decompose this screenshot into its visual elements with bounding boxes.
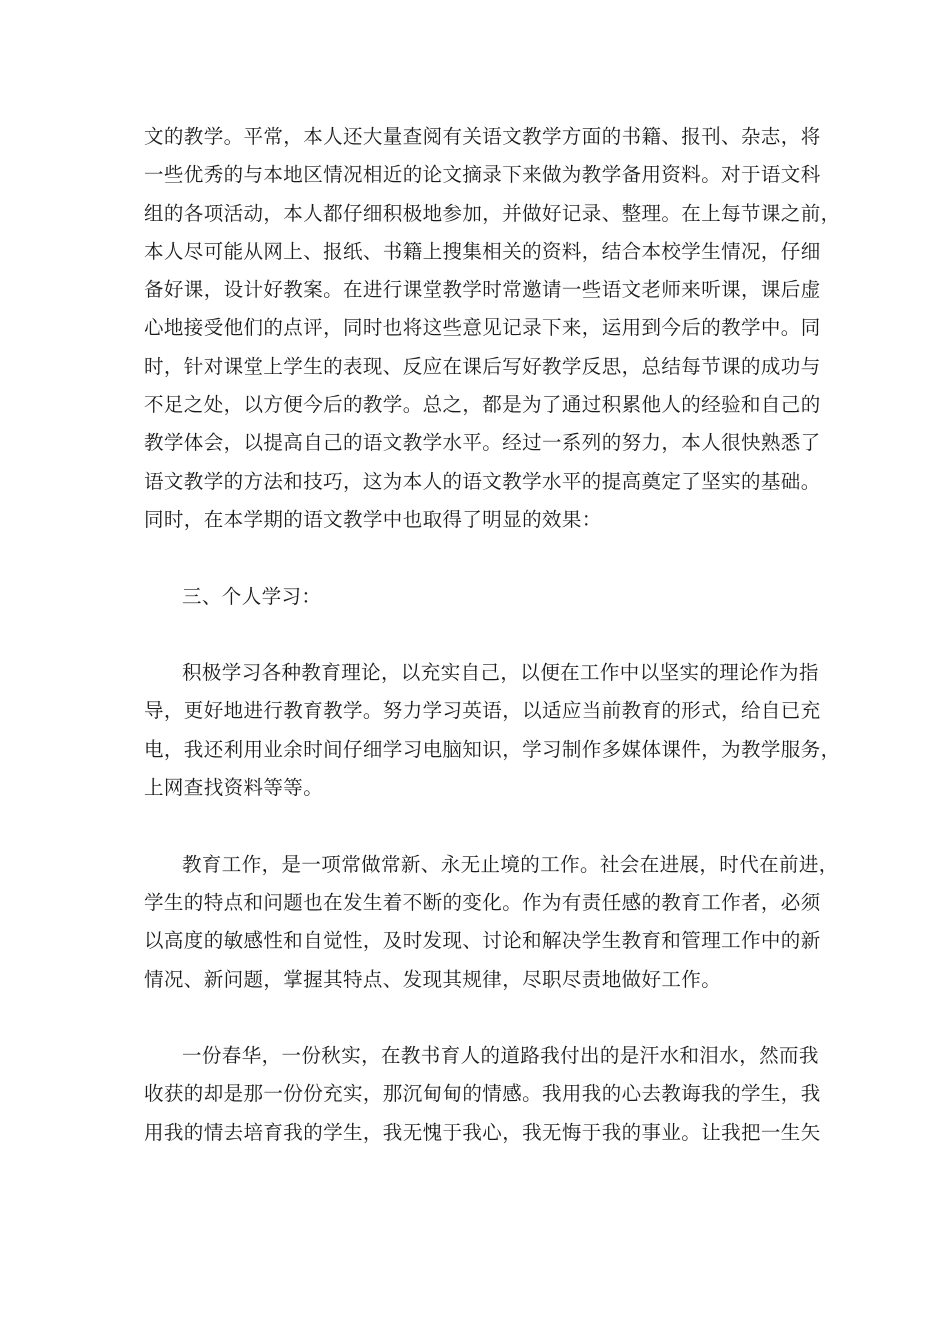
text-line: 一份春华，一份秋实，在教书育人的道路我付出的是汗水和泪水，然而我: [182, 1044, 819, 1068]
text-line: 不足之处，以方便今后的教学。总之，都是为了通过积累他人的经验和自己的: [144, 393, 821, 417]
paragraph-closing: [144, 1037, 821, 1152]
paragraph-spacer: [144, 616, 808, 654]
text-line: 时，针对课堂上学生的表现、反应在课后写好教学反思，总结每节课的成功与: [144, 354, 821, 378]
text-line: 备好课，设计好教案。在进行课堂教学时常邀请一些语文老师来听课，课后虚: [144, 278, 821, 302]
heading-text: 三、个人学习：: [182, 584, 322, 608]
text-line: 心地接受他们的点评，同时也将这些意见记录下来，运用到今后的教学中。同: [144, 316, 821, 340]
text-line: 学生的特点和问题也在发生着不断的变化。作为有责任感的教育工作者，必须: [144, 890, 821, 914]
text-line: 上网查找资料等等。: [144, 776, 324, 800]
text-line: 导，更好地进行教育教学。努力学习英语，以适应当前教育的形式，给自已充: [144, 699, 821, 723]
text-line: 收获的却是那一份份充实，那沉甸甸的情感。我用我的心去教诲我的学生，我: [144, 1082, 821, 1106]
text-line: 教学体会，以提高自己的语文教学水平。经过一系列的努力，本人很快熟悉了: [144, 431, 821, 455]
paragraph-spacer: [144, 539, 808, 577]
text-line: 教育工作，是一项常做常新、永无止境的工作。社会在进展，时代在前进，: [182, 852, 839, 876]
text-line: 以高度的敏感性和自觉性，及时发现、讨论和解决学生教育和管理工作中的新: [144, 929, 821, 953]
section-heading-personal-study: [144, 578, 808, 616]
paragraph-teaching-methods: [144, 118, 841, 539]
text-line: 用我的情去培育我的学生，我无愧于我心，我无悔于我的事业。让我把一生矢: [144, 1120, 821, 1144]
text-line: 积极学习各种教育理论，以充实自己，以便在工作中以坚实的理论作为指: [182, 661, 819, 685]
document-body: [144, 118, 841, 1152]
text-line: 一些优秀的与本地区情况相近的论文摘录下来做为教学备用资料。对于语文科: [144, 163, 821, 187]
text-line: 文的教学。平常，本人还大量查阅有关语文教学方面的书籍、报刊、杂志，将: [144, 125, 821, 148]
text-line: 本人尽可能从网上、报纸、书籍上搜集相关的资料，结合本校学生情况，仔细: [144, 239, 821, 263]
paragraph-spacer: [144, 999, 808, 1037]
paragraph-personal-study: [144, 654, 841, 807]
paragraph-spacer: [144, 807, 808, 845]
text-line: 语文教学的方法和技巧，这为本人的语文教学水平的提高奠定了坚实的基础。: [144, 469, 821, 493]
text-line: 电，我还利用业余时间仔细学习电脑知识，学习制作多媒体课件，为教学服务，: [144, 737, 841, 761]
text-line: 组的各项活动，本人都仔细积极地参加，并做好记录、整理。在上每节课之前，: [144, 201, 841, 225]
text-line: 情况、新问题，掌握其特点、发现其规律，尽职尽责地做好工作。: [144, 967, 722, 991]
text-line: 同时，在本学期的语文教学中也取得了明显的效果：: [144, 507, 602, 531]
paragraph-education-work: [144, 846, 839, 999]
